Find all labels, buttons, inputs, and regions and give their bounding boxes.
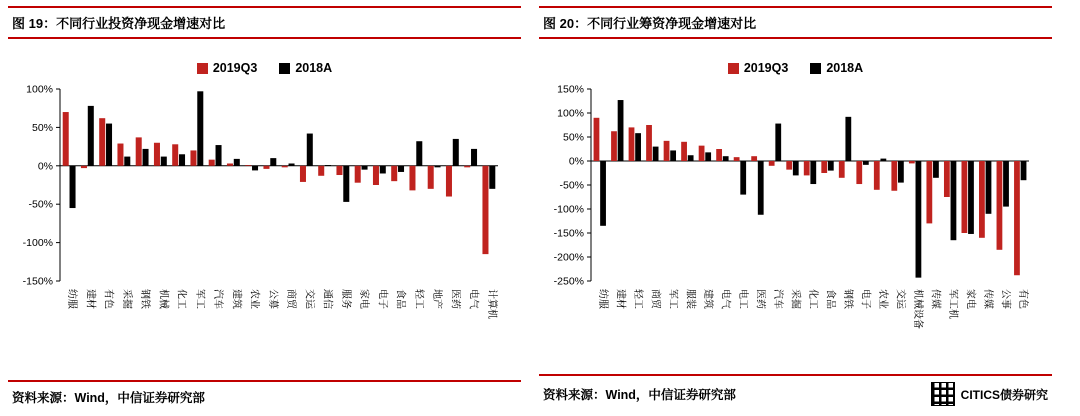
y-tick-label: 100% [26, 83, 53, 96]
bar-2018a [471, 149, 477, 166]
qr-label: CITICS债券研究 [960, 387, 1048, 402]
bar-2018a [453, 139, 459, 166]
bar-2019q3 [154, 143, 160, 166]
bar-2019q3 [464, 166, 470, 168]
chart-svg [539, 81, 1039, 337]
y-tick-label: 50% [562, 131, 584, 144]
bar-2018a [216, 145, 222, 166]
y-tick-label: 0% [37, 160, 53, 173]
bar-2019q3 [997, 161, 1003, 250]
bar-2018a [653, 147, 659, 161]
y-tick-label: 150% [557, 83, 584, 96]
bar-2019q3 [961, 161, 967, 233]
bar-2019q3 [769, 161, 775, 166]
wechat-qr-block [931, 382, 1048, 406]
bar-2018a [307, 134, 313, 166]
x-category-label: 商贸 [285, 289, 297, 309]
bar-2019q3 [428, 166, 434, 189]
bar-2019q3 [263, 166, 269, 169]
bar-2018a [179, 154, 185, 166]
bar-2018a [880, 159, 886, 161]
bar-2018a [775, 124, 781, 161]
bar-2018a [670, 150, 676, 161]
bar-2018a [106, 124, 112, 166]
legend-label-2018a: 2018A [826, 61, 864, 75]
x-category-label: 商贸 [649, 289, 661, 309]
bar-2018a [88, 106, 94, 166]
bar-2019q3 [190, 150, 196, 165]
x-category-label: 纺服 [66, 289, 78, 309]
figure-19-legend [8, 61, 521, 75]
bar-2019q3 [482, 166, 488, 254]
bar-2019q3 [1014, 161, 1020, 275]
figure-19-title: 图 19：不同行业投资净现金增速对比 [8, 6, 521, 39]
bar-2018a [380, 166, 386, 174]
x-category-label: 电子 [376, 289, 388, 309]
bar-2018a [143, 149, 149, 166]
figure-19-chart [8, 39, 521, 380]
y-tick-label: 50% [31, 121, 53, 134]
bar-2019q3 [373, 166, 379, 185]
y-tick-label: -100% [22, 237, 53, 250]
legend-swatch-2019q3 [728, 63, 739, 74]
bar-2018a [343, 166, 349, 202]
bar-2019q3 [681, 142, 687, 161]
figure-20-plot [539, 81, 1052, 337]
bar-2018a [252, 166, 258, 171]
bar-2019q3 [926, 161, 932, 223]
bar-2019q3 [944, 161, 950, 197]
bar-2018a [793, 161, 799, 175]
x-category-label: 传媒 [929, 289, 941, 309]
figure-20-chart [539, 39, 1052, 374]
y-tick-label: -200% [553, 251, 584, 264]
qr-code-icon [931, 382, 955, 406]
bar-2018a [723, 156, 729, 161]
x-category-label: 电气 [467, 289, 479, 309]
legend-item-2018a [279, 61, 332, 75]
bar-2019q3 [839, 161, 845, 178]
bar-2019q3 [804, 161, 810, 175]
bar-2019q3 [81, 166, 87, 168]
bar-2018a [635, 133, 641, 161]
x-category-label: 机械 [157, 289, 169, 309]
y-tick-label: -150% [22, 275, 53, 288]
legend-swatch-2018a [279, 63, 290, 74]
y-tick-label: -50% [28, 198, 53, 211]
bar-2018a [289, 163, 295, 165]
bar-2018a [362, 166, 368, 170]
x-category-label: 有色 [1017, 289, 1029, 309]
x-category-label: 建材 [84, 289, 96, 309]
bar-2019q3 [282, 166, 288, 168]
bar-2019q3 [821, 161, 827, 173]
x-category-label: 轻工 [631, 289, 643, 309]
x-category-label: 汽车 [771, 289, 783, 309]
bar-2018a [325, 165, 331, 166]
bar-2018a [600, 161, 606, 226]
y-tick-label: 0% [568, 155, 584, 168]
chart-svg [8, 81, 508, 337]
x-category-label: 公事 [999, 289, 1011, 309]
x-category-label: 化工 [807, 289, 818, 309]
bar-2018a [933, 161, 939, 178]
legend-label-2019q3: 2019Q3 [743, 61, 789, 75]
bar-2019q3 [245, 165, 251, 166]
bar-2018a [951, 161, 957, 240]
x-category-label: 钢铁 [139, 289, 151, 309]
x-category-label: 钢铁 [842, 289, 854, 309]
x-category-label: 有色 [102, 289, 114, 309]
bar-2019q3 [446, 166, 452, 197]
bar-2019q3 [699, 146, 705, 161]
bar-2019q3 [355, 166, 361, 183]
bar-2019q3 [629, 127, 635, 161]
bar-2019q3 [172, 144, 178, 166]
figure-20-legend [539, 61, 1052, 75]
x-category-label: 机械设备 [912, 289, 924, 329]
x-category-label: 服务 [339, 289, 351, 309]
bar-2018a [398, 166, 404, 172]
x-category-label: 家电 [964, 289, 976, 309]
y-tick-label: 100% [557, 107, 584, 120]
bar-2019q3 [117, 144, 123, 166]
x-category-label: 计算机 [485, 289, 497, 319]
bar-2019q3 [891, 161, 897, 191]
x-category-label: 建筑 [230, 289, 242, 309]
bar-2018a [898, 161, 904, 183]
bar-2018a [863, 161, 869, 165]
bar-2018a [270, 158, 276, 166]
y-tick-label: -150% [553, 227, 584, 240]
x-category-label: 汽车 [212, 289, 224, 309]
bar-2018a [688, 155, 694, 161]
legend-swatch-2018a [810, 63, 821, 74]
x-category-label: 地产 [431, 289, 443, 309]
legend-item-2018a [810, 61, 863, 75]
x-category-label: 食品 [824, 289, 836, 309]
legend-item-2019q3 [728, 61, 788, 75]
bar-2019q3 [300, 166, 306, 182]
x-category-label: 军工机 [947, 289, 959, 319]
bar-2019q3 [751, 156, 757, 161]
bar-2019q3 [716, 149, 722, 161]
bar-2019q3 [318, 166, 324, 176]
bar-2018a [968, 161, 974, 234]
x-category-label: 农业 [248, 289, 260, 309]
bar-2018a [740, 161, 746, 195]
x-category-label: 医药 [449, 289, 461, 309]
bar-2018a [489, 166, 495, 189]
bar-2018a [161, 157, 167, 166]
bar-2018a [435, 166, 441, 168]
bar-2019q3 [409, 166, 415, 191]
bar-2019q3 [734, 157, 740, 161]
x-category-label: 电气 [719, 289, 731, 309]
x-category-label: 采掘 [789, 289, 801, 309]
x-category-label: 建筑 [701, 289, 713, 309]
figure-20-source-bar [539, 374, 1052, 410]
figure-19-source-bar [8, 380, 521, 410]
figure-19-panel [8, 6, 521, 410]
bar-2018a [1003, 161, 1009, 207]
bar-2019q3 [979, 161, 985, 238]
x-category-label: 医药 [754, 289, 766, 309]
bar-2018a [197, 91, 203, 165]
bar-2018a [705, 152, 711, 161]
figure-19-source-text: 资料来源：Wind，中信证券研究部 [12, 391, 205, 405]
bar-2018a [618, 100, 624, 161]
y-tick-label: -50% [559, 179, 584, 192]
x-category-label: 通信 [321, 289, 333, 309]
figure-20-panel [539, 6, 1052, 410]
bar-2018a [1021, 161, 1027, 180]
bar-2019q3 [594, 118, 600, 161]
bar-2019q3 [664, 141, 670, 161]
bar-2018a [70, 166, 76, 208]
figure-20-title: 图 20：不同行业筹资净现金增速对比 [539, 6, 1052, 39]
bar-2018a [916, 161, 922, 278]
bar-2018a [758, 161, 764, 215]
figure-19-plot [8, 81, 521, 337]
bar-2019q3 [136, 137, 142, 165]
bar-2018a [828, 161, 834, 171]
x-category-label: 食品 [394, 289, 406, 309]
bar-2018a [810, 161, 816, 184]
x-category-label: 军工 [666, 289, 678, 309]
x-category-label: 电工 [736, 289, 748, 309]
bar-2019q3 [209, 160, 215, 166]
figure-20-source-text: 资料来源：Wind，中信证券研究部 [543, 388, 736, 402]
legend-swatch-2019q3 [197, 63, 208, 74]
bar-2019q3 [336, 166, 342, 175]
x-category-label: 建材 [614, 289, 626, 309]
x-category-label: 交运 [303, 289, 315, 309]
x-category-label: 家电 [358, 289, 370, 309]
x-category-label: 轻工 [412, 289, 424, 309]
y-tick-label: -250% [553, 275, 584, 288]
bar-2018a [986, 161, 992, 214]
x-category-label: 纺服 [596, 289, 608, 309]
x-category-label: 服装 [684, 289, 696, 309]
x-category-label: 电子 [859, 289, 871, 309]
legend-label-2019q3: 2019Q3 [212, 61, 258, 75]
bar-2019q3 [786, 161, 792, 170]
bar-2019q3 [99, 118, 105, 166]
bar-2019q3 [646, 125, 652, 161]
bar-2018a [234, 159, 240, 166]
y-tick-label: -100% [553, 203, 584, 216]
legend-item-2019q3 [197, 61, 257, 75]
bar-2019q3 [856, 161, 862, 184]
bar-2018a [124, 157, 130, 166]
bar-2018a [416, 141, 422, 166]
bar-2019q3 [611, 131, 617, 161]
x-category-label: 采掘 [120, 289, 132, 309]
x-category-label: 公募 [266, 289, 278, 309]
bar-2019q3 [391, 166, 397, 181]
legend-label-2018a: 2018A [295, 61, 333, 75]
x-category-label: 传媒 [982, 289, 994, 309]
bar-2019q3 [909, 161, 915, 163]
bar-2019q3 [63, 112, 69, 166]
x-category-label: 农业 [877, 289, 889, 309]
bar-2018a [845, 117, 851, 161]
x-category-label: 交运 [894, 289, 906, 309]
x-category-label: 化工 [175, 289, 187, 309]
x-category-label: 军工 [193, 289, 205, 309]
bar-2019q3 [227, 163, 233, 165]
bar-2019q3 [874, 161, 880, 190]
